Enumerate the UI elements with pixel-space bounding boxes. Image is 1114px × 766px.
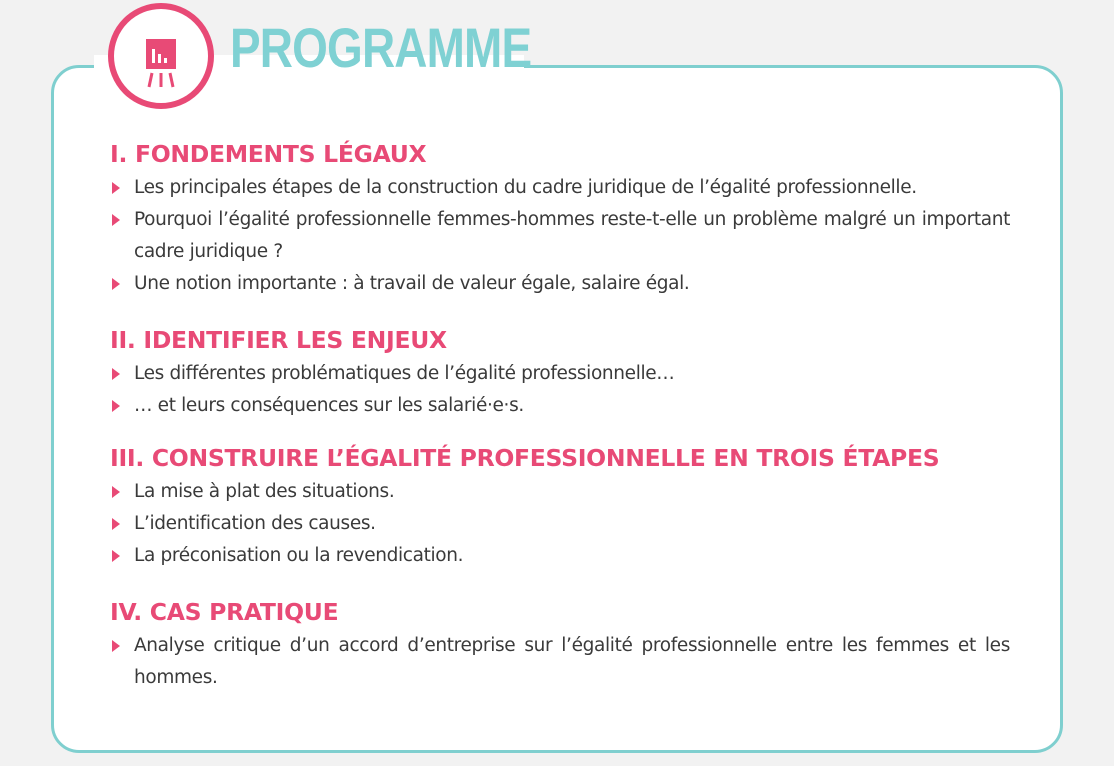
- section-title: III. CONSTRUIRE L’ÉGALITÉ PROFESSIONNELLE EN TROIS ÉTAPES: [110, 444, 940, 472]
- list-item-text: Les principales étapes de la construction du cadre juridique de l’égalité professionnelle.: [134, 177, 917, 198]
- section-title: II. IDENTIFIER LES ENJEUX: [110, 326, 447, 354]
- list-item: [110, 390, 1010, 422]
- programme-content: [110, 138, 1010, 694]
- list-item-text: La préconisation ou la revendication.: [134, 545, 464, 566]
- section-title: I. FONDEMENTS LÉGAUX: [110, 140, 427, 168]
- triangle-bullet-icon: [112, 278, 120, 290]
- triangle-bullet-icon: [112, 400, 120, 412]
- section-enjeux: [110, 324, 1010, 422]
- section-title: IV. CAS PRATIQUE: [110, 598, 339, 626]
- triangle-bullet-icon: [112, 518, 120, 530]
- list-item: [110, 630, 1010, 694]
- section-cas-pratique: [110, 596, 1010, 694]
- list-item-text: Pourquoi l’égalité professionnelle femmes-hommes reste-t-elle un problème malgré un important cadre juridique ?: [134, 209, 1010, 262]
- page-title: PROGRAMME: [230, 16, 532, 79]
- triangle-bullet-icon: [112, 182, 120, 194]
- list-item: [110, 540, 1010, 572]
- list-item-text: Analyse critique d’un accord d’entreprise sur l’égalité professionnelle entre les femmes et les hommes.: [134, 635, 1010, 688]
- section-construire: [110, 442, 1010, 572]
- triangle-bullet-icon: [112, 486, 120, 498]
- item-list: [110, 172, 1010, 300]
- item-list: [110, 358, 1010, 422]
- list-item-text: La mise à plat des situations.: [134, 481, 395, 502]
- item-list: [110, 476, 1010, 572]
- list-item-text: Les différentes problématiques de l’égalité professionnelle…: [134, 363, 675, 384]
- triangle-bullet-icon: [112, 214, 120, 226]
- list-item-text: … et leurs conséquences sur les salarié·e·s.: [134, 395, 524, 416]
- section-fondements: [110, 138, 1010, 300]
- list-item-text: L’identification des causes.: [134, 513, 376, 534]
- triangle-bullet-icon: [112, 640, 120, 652]
- triangle-bullet-icon: [112, 550, 120, 562]
- list-item: [110, 476, 1010, 508]
- list-item: [110, 172, 1010, 204]
- list-item: [110, 358, 1010, 390]
- list-item: [110, 508, 1010, 540]
- list-item: [110, 268, 1010, 300]
- presentation-board-icon: [108, 3, 214, 109]
- item-list: [110, 630, 1010, 694]
- list-item: [110, 204, 1010, 268]
- triangle-bullet-icon: [112, 368, 120, 380]
- list-item-text: Une notion importante : à travail de valeur égale, salaire égal.: [134, 273, 690, 294]
